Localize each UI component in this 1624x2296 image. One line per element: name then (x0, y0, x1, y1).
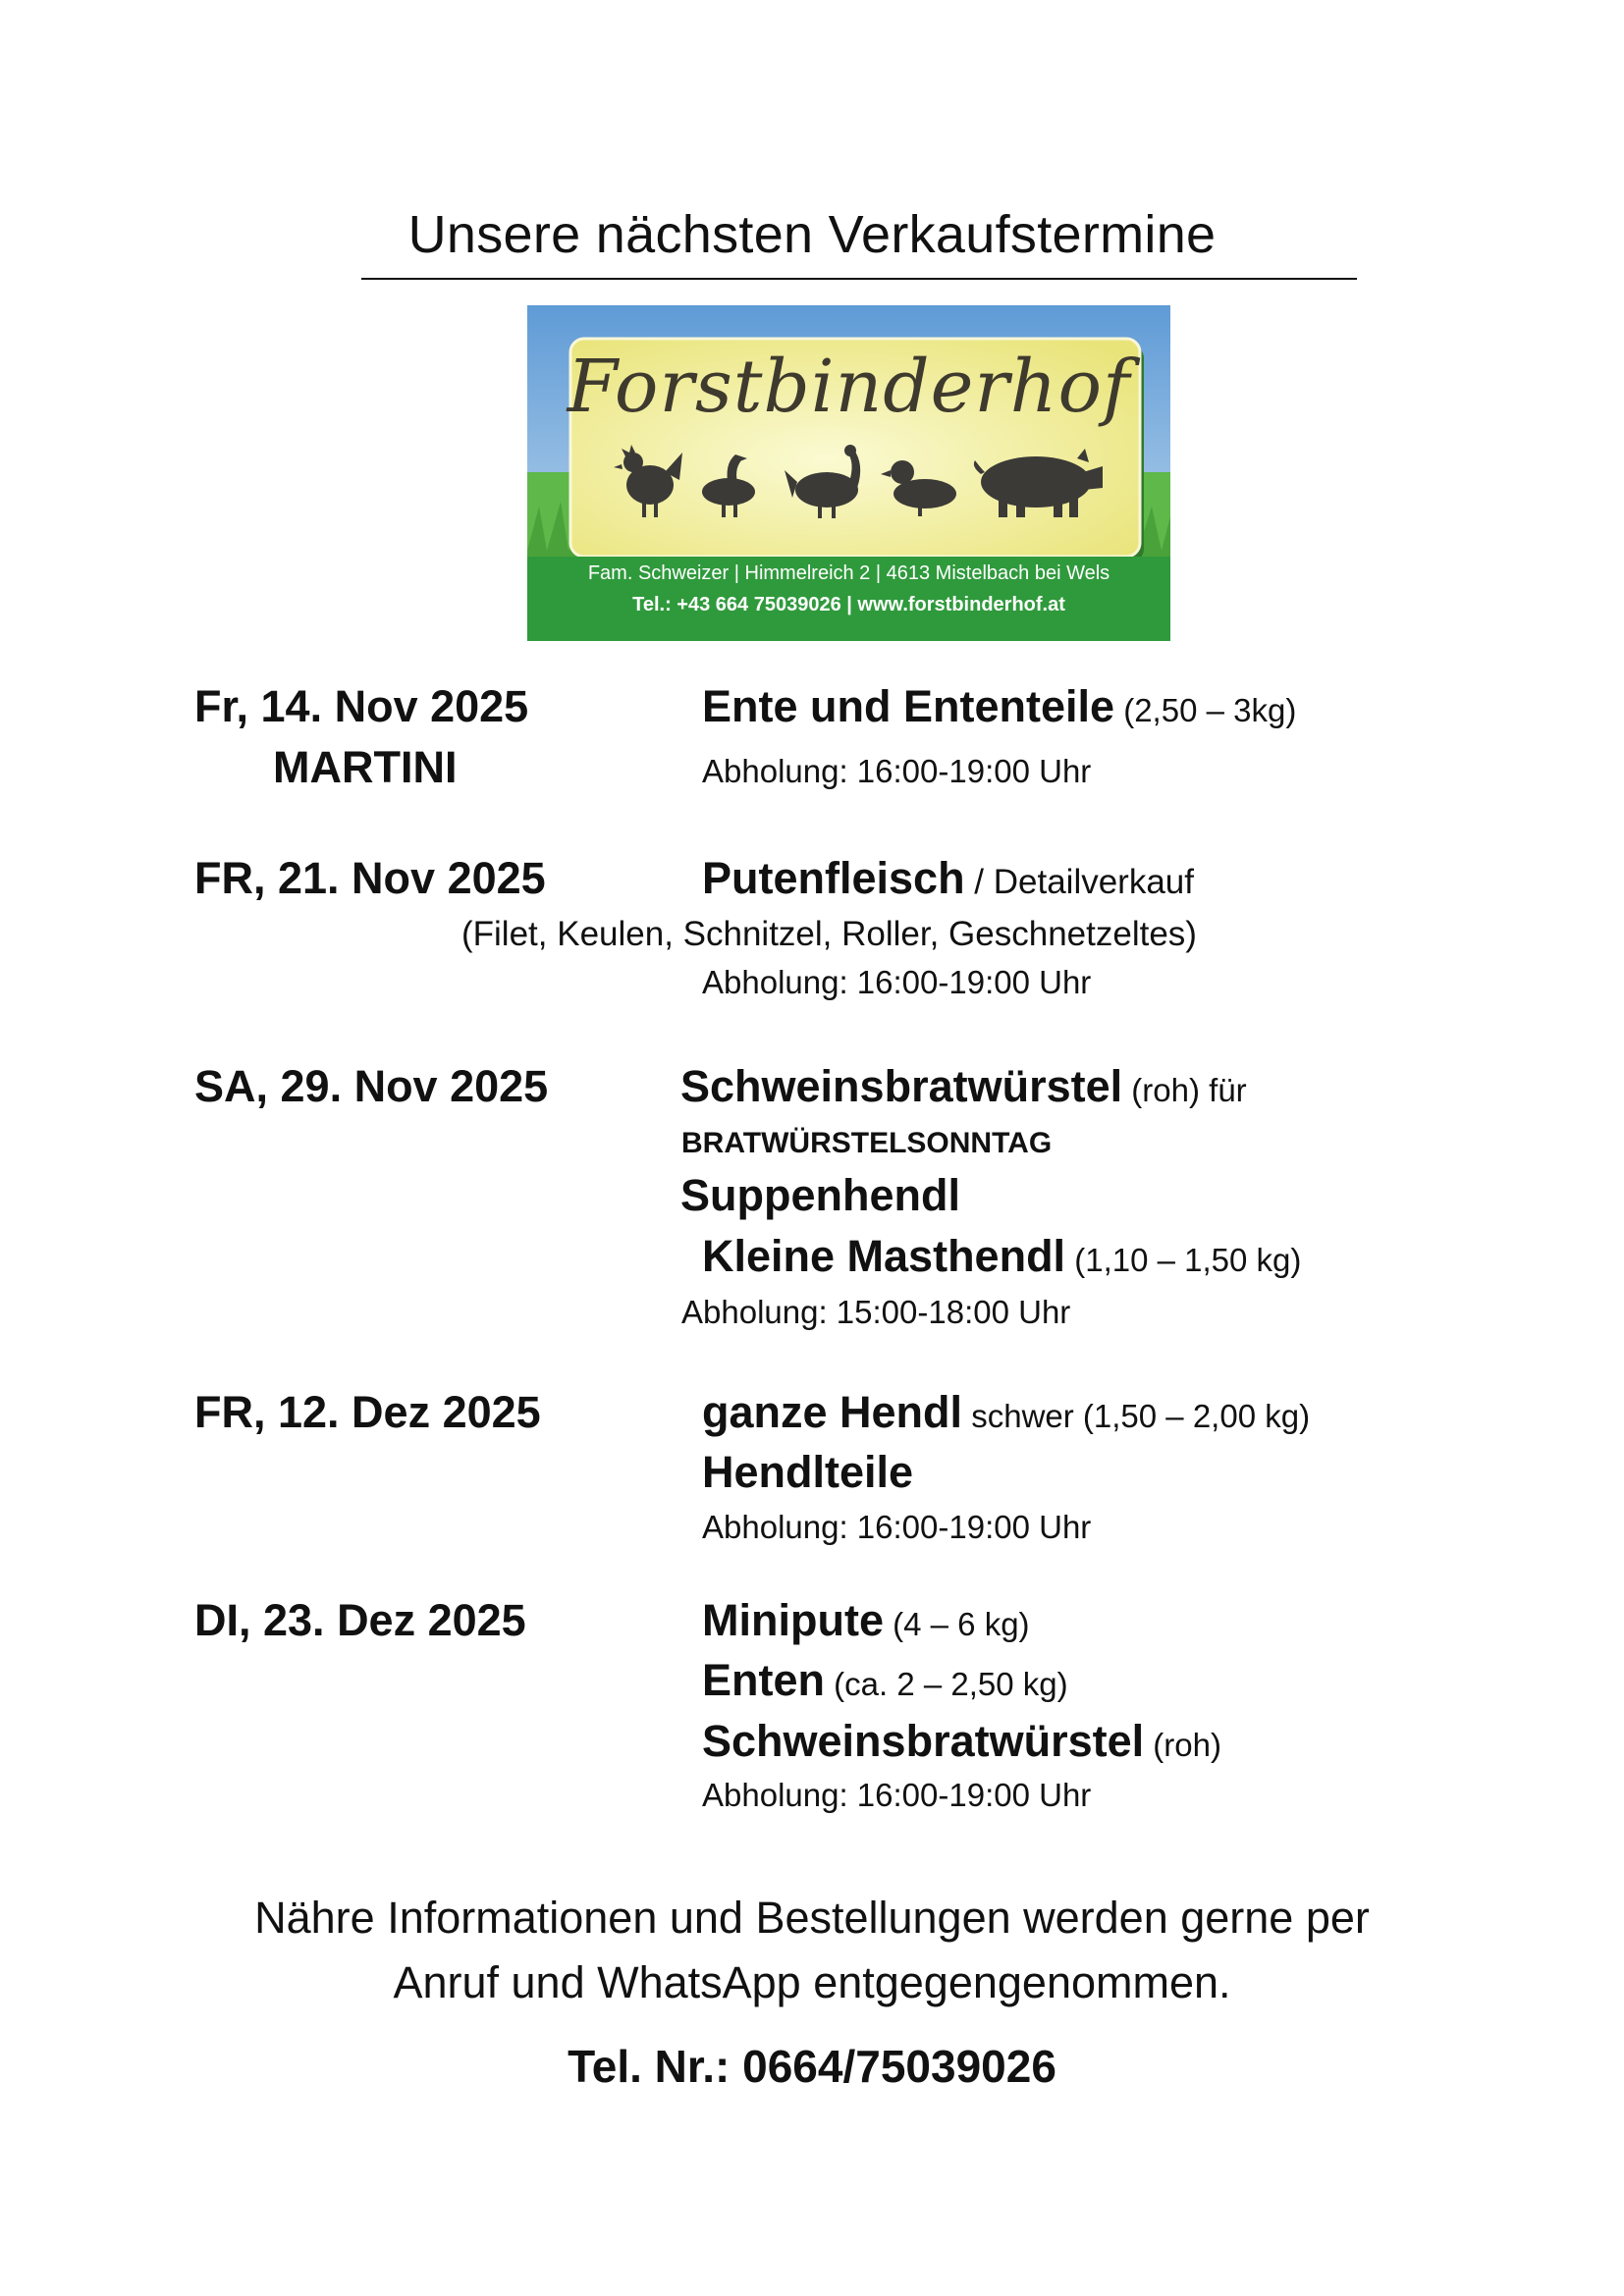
event-product-line (680, 1061, 1247, 1112)
pickup-time: Abholung: 16:00-19:00 Uhr (702, 964, 1092, 1000)
product-details: (Filet, Keulen, Schnitzel, Roller, Geschnetzeltes) (461, 915, 1197, 953)
event-product-line-3 (702, 1716, 1221, 1767)
event-date: FR, 12. Dez 2025 (194, 1387, 541, 1437)
product-note: (2,50 – 3kg) (1114, 692, 1297, 728)
event-product-line (702, 1595, 1030, 1646)
product-note: / Detailverkauf (964, 863, 1194, 901)
product-name-2: Suppenhendl (680, 1170, 960, 1220)
page-title: Unsere nächsten Verkaufstermine (407, 205, 1217, 264)
product-note-2: (ca. 2 – 2,50 kg) (825, 1666, 1068, 1702)
product-note: (4 – 6 kg) (883, 1606, 1030, 1642)
title-underline (361, 278, 1357, 280)
pickup-time: Abholung: 16:00-19:00 Uhr (702, 1509, 1092, 1545)
event-occasion: BRATWÜRSTELSONNTAG (681, 1127, 1053, 1159)
product-name: Minipute (702, 1595, 884, 1645)
product-note: (roh) für (1122, 1072, 1247, 1108)
pickup-time: Abholung: 16:00-19:00 Uhr (702, 1777, 1092, 1813)
farm-logo (527, 305, 1170, 641)
event-date: DI, 23. Dez 2025 (194, 1595, 526, 1645)
product-name: ganze Hendl (702, 1387, 963, 1437)
product-name-2: Hendlteile (702, 1447, 914, 1497)
logo-title: Forstbinderhof (567, 345, 1131, 429)
product-name-3: Schweinsbratwürstel (702, 1716, 1145, 1766)
product-name-2: Enten (702, 1655, 826, 1705)
product-note: schwer (1,50 – 2,00 kg) (962, 1398, 1311, 1434)
logo-address: Fam. Schweizer | Himmelreich 2 | 4613 Mistelbach bei Wels (587, 562, 1110, 584)
pickup-time: Abholung: 16:00-19:00 Uhr (702, 753, 1092, 789)
phone-number: Tel. Nr.: 0664/75039026 (568, 2041, 1056, 2092)
product-name: Putenfleisch (702, 853, 965, 903)
logo-contact: Tel.: +43 664 75039026 | www.forstbinderhof.at (632, 594, 1065, 615)
event-date: Fr, 14. Nov 2025 (194, 681, 529, 731)
event-date: SA, 29. Nov 2025 (194, 1061, 549, 1111)
footer-info-line-2: Anruf und WhatsApp entgegengenommen. (393, 1957, 1231, 2007)
event-product-line-3 (702, 1231, 1301, 1282)
pickup-time: Abholung: 15:00-18:00 Uhr (681, 1294, 1071, 1330)
product-name: Ente und Ententeile (702, 681, 1115, 731)
event-product-line (702, 681, 1296, 732)
product-note-3: (1,10 – 1,50 kg) (1065, 1242, 1302, 1278)
product-name: Schweinsbratwürstel (680, 1061, 1123, 1111)
product-name-3: Kleine Masthendl (702, 1231, 1066, 1281)
product-note-3: (roh) (1144, 1727, 1221, 1763)
event-subtitle: MARTINI (273, 742, 458, 792)
event-date: FR, 21. Nov 2025 (194, 853, 546, 903)
event-product-line (702, 1387, 1310, 1438)
event-product-line-2 (702, 1655, 1068, 1706)
event-product-line (702, 853, 1194, 904)
footer-info-line-1: Nähre Informationen und Bestellungen werden gerne per (254, 1893, 1370, 1943)
